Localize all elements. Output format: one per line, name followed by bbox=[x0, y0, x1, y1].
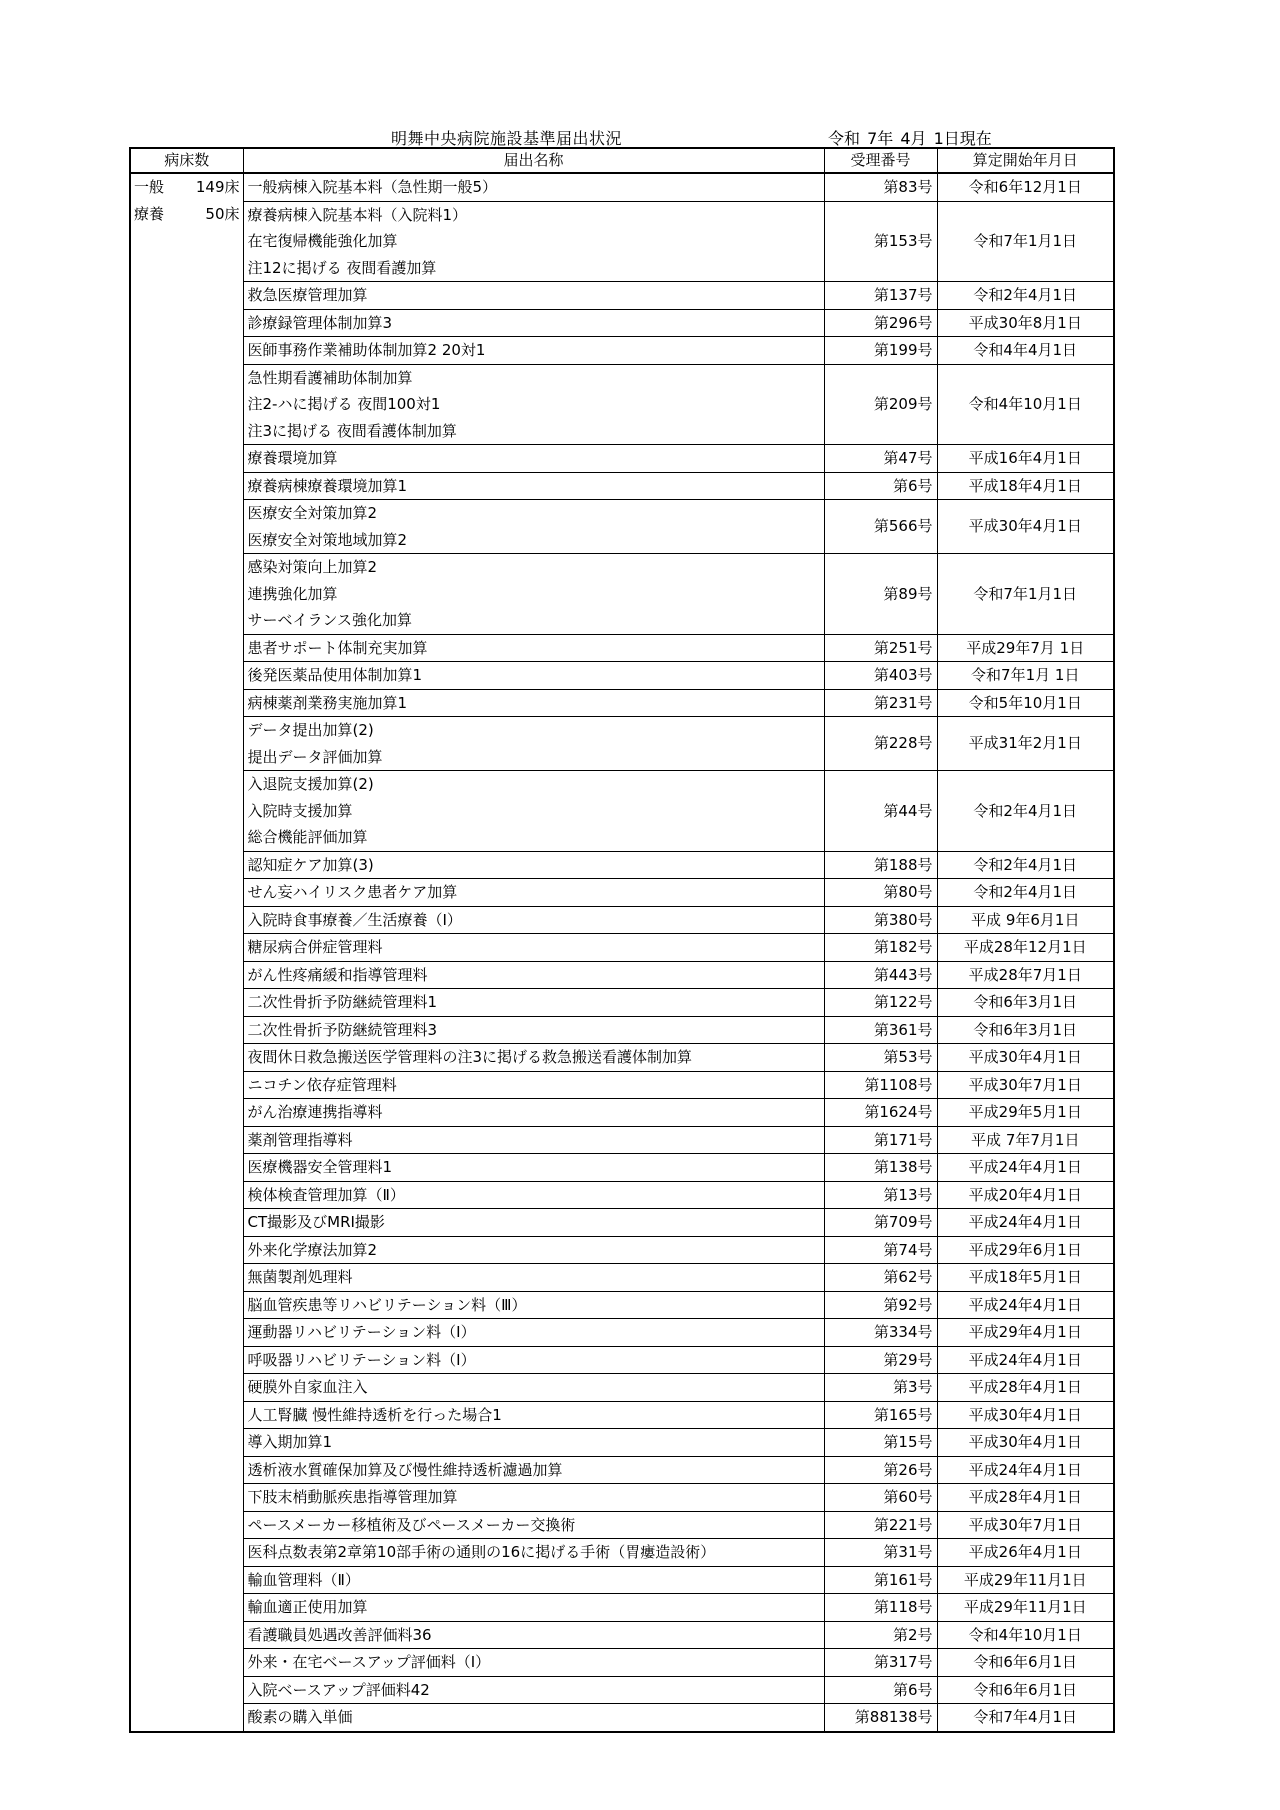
bed-count: 50床 bbox=[205, 204, 240, 223]
notification-name: 医療安全対策地域加算2 bbox=[247, 530, 408, 549]
table-row bbox=[130, 500, 1114, 554]
notification-name: 認知症ケア加算(3) bbox=[247, 855, 374, 874]
acceptance-number: 第231号 bbox=[824, 689, 937, 717]
acceptance-number: 第6号 bbox=[824, 472, 937, 500]
notification-name: ペースメーカー移植術及びペースメーカー交換術 bbox=[247, 1515, 576, 1534]
start-date: 平成28年12月1日 bbox=[937, 934, 1114, 962]
acceptance-number: 第60号 bbox=[824, 1484, 937, 1512]
start-date: 令和6年6月1日 bbox=[937, 1649, 1114, 1677]
start-date: 平成29年4月1日 bbox=[937, 1319, 1114, 1347]
notification-name-cell bbox=[243, 1649, 824, 1677]
start-date: 平成30年4月1日 bbox=[937, 500, 1114, 554]
table-row bbox=[130, 309, 1114, 337]
notification-name-cell bbox=[243, 1704, 824, 1732]
table-row bbox=[130, 961, 1114, 989]
start-date: 平成26年4月1日 bbox=[937, 1539, 1114, 1567]
table-row bbox=[130, 364, 1114, 445]
notification-name-cell bbox=[243, 1291, 824, 1319]
notification-name: サーベイランス強化加算 bbox=[247, 611, 413, 629]
notification-name-cell bbox=[243, 1099, 824, 1127]
acceptance-number: 第361号 bbox=[824, 1016, 937, 1044]
acceptance-number: 第15号 bbox=[824, 1429, 937, 1457]
column-header-start-date: 算定開始年月日 bbox=[937, 148, 1114, 173]
column-header-beds: 病床数 bbox=[130, 148, 243, 173]
notification-name: 夜間休日救急搬送医学管理料の注3に掲げる救急搬送看護体制加算 bbox=[247, 1048, 693, 1066]
notification-name-cell bbox=[243, 1044, 824, 1072]
start-date: 令和4年10月1日 bbox=[937, 364, 1114, 445]
table-row bbox=[130, 1429, 1114, 1457]
table-row bbox=[130, 1484, 1114, 1512]
notification-name-cell bbox=[243, 282, 824, 310]
start-date: 平成29年5月1日 bbox=[937, 1099, 1114, 1127]
acceptance-number: 第161号 bbox=[824, 1566, 937, 1594]
start-date: 平成30年7月1日 bbox=[937, 1511, 1114, 1539]
table-row bbox=[130, 934, 1114, 962]
start-date: 令和2年4月1日 bbox=[937, 771, 1114, 852]
acceptance-number: 第317号 bbox=[824, 1649, 937, 1677]
notification-name-cell bbox=[243, 1456, 824, 1484]
notification-name: 医療安全対策加算2 bbox=[247, 504, 378, 522]
notification-name-cell bbox=[243, 961, 824, 989]
start-date: 平成30年8月1日 bbox=[937, 309, 1114, 337]
notification-name: 硬膜外自家血注入 bbox=[247, 1378, 368, 1396]
acceptance-number: 第380号 bbox=[824, 906, 937, 934]
table-row bbox=[130, 1071, 1114, 1099]
notification-name: 検体検査管理加算（Ⅱ） bbox=[247, 1185, 405, 1204]
start-date: 令和4年4月1日 bbox=[937, 337, 1114, 365]
notification-name: 療養病棟入院基本料（入院料1） bbox=[247, 205, 468, 224]
table-row bbox=[130, 1456, 1114, 1484]
notification-name-cell bbox=[243, 445, 824, 473]
start-date: 平成24年4月1日 bbox=[937, 1291, 1114, 1319]
table-row bbox=[130, 1099, 1114, 1127]
table-row bbox=[130, 717, 1114, 771]
notification-name: 二次性骨折予防継続管理料1 bbox=[247, 993, 438, 1011]
table-row bbox=[130, 851, 1114, 879]
notification-name: 注2-ハに掲げる 夜間100対1 bbox=[247, 395, 441, 413]
notification-name: 在宅復帰機能強化加算 bbox=[247, 232, 398, 250]
notification-name: 人工腎臓 慢性維持透析を行った場合1 bbox=[247, 1405, 502, 1424]
start-date: 平成24年4月1日 bbox=[937, 1154, 1114, 1182]
table-row bbox=[130, 662, 1114, 690]
acceptance-number: 第2号 bbox=[824, 1621, 937, 1649]
notification-name-cell bbox=[243, 201, 824, 282]
notification-name-cell bbox=[243, 634, 824, 662]
acceptance-number: 第138号 bbox=[824, 1154, 937, 1182]
notification-name: 療養環境加算 bbox=[247, 449, 338, 467]
start-date: 平成29年11月1日 bbox=[937, 1566, 1114, 1594]
table-row bbox=[130, 1374, 1114, 1402]
acceptance-number: 第1108号 bbox=[824, 1071, 937, 1099]
table-row bbox=[130, 1264, 1114, 1292]
notification-name-cell bbox=[243, 1676, 824, 1704]
table-row bbox=[130, 1649, 1114, 1677]
notification-name: 救急医療管理加算 bbox=[247, 286, 368, 304]
table-row bbox=[130, 1016, 1114, 1044]
start-date: 平成16年4月1日 bbox=[937, 445, 1114, 473]
notification-name-cell bbox=[243, 1374, 824, 1402]
table-row bbox=[130, 1154, 1114, 1182]
notification-name: 入退院支援加算(2) bbox=[247, 775, 374, 793]
start-date: 平成 9年6月1日 bbox=[937, 906, 1114, 934]
notification-name-cell bbox=[243, 1264, 824, 1292]
notification-name-cell bbox=[243, 1429, 824, 1457]
acceptance-number: 第443号 bbox=[824, 961, 937, 989]
table-row bbox=[130, 1539, 1114, 1567]
acceptance-number: 第137号 bbox=[824, 282, 937, 310]
start-date: 平成30年7月1日 bbox=[937, 1071, 1114, 1099]
notification-name: データ提出加算(2) bbox=[247, 721, 374, 739]
notification-name: 糖尿病合併症管理料 bbox=[247, 938, 383, 956]
acceptance-number: 第403号 bbox=[824, 662, 937, 690]
acceptance-number: 第1624号 bbox=[824, 1099, 937, 1127]
table-row bbox=[130, 282, 1114, 310]
notification-name-cell bbox=[243, 879, 824, 907]
acceptance-number: 第171号 bbox=[824, 1126, 937, 1154]
table-row bbox=[130, 337, 1114, 365]
table-row bbox=[130, 689, 1114, 717]
bed-count-cell bbox=[130, 173, 243, 1732]
notification-name: 下肢末梢動脈疾患指導管理加算 bbox=[247, 1488, 458, 1506]
acceptance-number: 第29号 bbox=[824, 1346, 937, 1374]
notification-name: 総合機能評価加算 bbox=[247, 828, 368, 846]
start-date: 令和6年12月1日 bbox=[937, 173, 1114, 201]
notification-name: 注12に掲げる 夜間看護加算 bbox=[247, 258, 437, 277]
notification-name: 導入期加算1 bbox=[247, 1433, 333, 1451]
notification-name-cell bbox=[243, 662, 824, 690]
table-row bbox=[130, 201, 1114, 282]
notification-name: 輸血管理料（Ⅱ） bbox=[247, 1570, 360, 1589]
table-row bbox=[130, 1126, 1114, 1154]
start-date: 平成31年2月1日 bbox=[937, 717, 1114, 771]
table-row bbox=[130, 472, 1114, 500]
acceptance-number: 第118号 bbox=[824, 1594, 937, 1622]
start-date: 令和4年10月1日 bbox=[937, 1621, 1114, 1649]
notification-name-cell bbox=[243, 500, 824, 554]
notification-name-cell bbox=[243, 1621, 824, 1649]
notification-name-cell bbox=[243, 1511, 824, 1539]
start-date: 平成 7年7月1日 bbox=[937, 1126, 1114, 1154]
table-row bbox=[130, 1236, 1114, 1264]
notification-name: 提出データ評価加算 bbox=[247, 747, 383, 766]
table-row bbox=[130, 1346, 1114, 1374]
table-row bbox=[130, 1704, 1114, 1732]
notification-name: 呼吸器リハビリテーション料（Ⅰ） bbox=[247, 1350, 476, 1369]
notification-name: 連携強化加算 bbox=[247, 584, 338, 603]
notification-name: せん妄ハイリスク患者ケア加算 bbox=[247, 883, 458, 901]
acceptance-number: 第153号 bbox=[824, 201, 937, 282]
acceptance-number: 第209号 bbox=[824, 364, 937, 445]
notification-name-cell bbox=[243, 989, 824, 1017]
notification-name: 運動器リハビリテーション料（Ⅰ） bbox=[247, 1323, 476, 1341]
acceptance-number: 第182号 bbox=[824, 934, 937, 962]
start-date: 令和6年3月1日 bbox=[937, 989, 1114, 1017]
notification-name: 注3に掲げる 夜間看護体制加算 bbox=[247, 421, 457, 440]
acceptance-number: 第709号 bbox=[824, 1209, 937, 1237]
notification-name: 医科点数表第2章第10部手術の通則の16に掲げる手術（胃瘻造設術） bbox=[247, 1543, 716, 1561]
bed-type: 一般 bbox=[134, 178, 165, 196]
notification-name: 無菌製剤処理料 bbox=[247, 1268, 353, 1286]
table-row bbox=[130, 989, 1114, 1017]
acceptance-number: 第221号 bbox=[824, 1511, 937, 1539]
acceptance-number: 第80号 bbox=[824, 879, 937, 907]
column-header-name: 届出名称 bbox=[243, 148, 824, 173]
start-date: 平成28年4月1日 bbox=[937, 1374, 1114, 1402]
start-date: 平成18年4月1日 bbox=[937, 472, 1114, 500]
start-date: 令和7年1月1日 bbox=[937, 201, 1114, 282]
table-row bbox=[130, 771, 1114, 852]
notification-name: 薬剤管理指導料 bbox=[247, 1130, 353, 1149]
notification-name-cell bbox=[243, 1566, 824, 1594]
notification-name: 入院時食事療養／生活療養（Ⅰ） bbox=[247, 910, 462, 929]
notification-name-cell bbox=[243, 1154, 824, 1182]
table-row bbox=[130, 1181, 1114, 1209]
as-of-date: 令和 7年 4月 1日現在 bbox=[828, 129, 992, 148]
notification-name: 療養病棟療養環境加算1 bbox=[247, 476, 408, 495]
acceptance-number: 第251号 bbox=[824, 634, 937, 662]
acceptance-number: 第165号 bbox=[824, 1401, 937, 1429]
start-date: 平成24年4月1日 bbox=[937, 1456, 1114, 1484]
start-date: 令和2年4月1日 bbox=[937, 851, 1114, 879]
start-date: 平成24年4月1日 bbox=[937, 1209, 1114, 1237]
acceptance-number: 第296号 bbox=[824, 309, 937, 337]
start-date: 平成29年11月1日 bbox=[937, 1594, 1114, 1622]
column-header-number: 受理番号 bbox=[824, 148, 937, 173]
table-row bbox=[130, 1621, 1114, 1649]
acceptance-number: 第334号 bbox=[824, 1319, 937, 1347]
notification-name: 診療録管理体制加算3 bbox=[247, 313, 393, 332]
bed-count-line bbox=[134, 201, 240, 228]
start-date: 平成30年4月1日 bbox=[937, 1401, 1114, 1429]
start-date: 平成28年4月1日 bbox=[937, 1484, 1114, 1512]
notification-name: 透析液水質確保加算及び慢性維持透析濾過加算 bbox=[247, 1460, 563, 1479]
notification-name-cell bbox=[243, 173, 824, 201]
acceptance-number: 第188号 bbox=[824, 851, 937, 879]
start-date: 平成30年4月1日 bbox=[937, 1429, 1114, 1457]
notification-name: 外来・在宅ベースアップ評価料（Ⅰ） bbox=[247, 1653, 491, 1671]
start-date: 平成29年7月 1日 bbox=[937, 634, 1114, 662]
acceptance-number: 第26号 bbox=[824, 1456, 937, 1484]
table-row bbox=[130, 1291, 1114, 1319]
notification-name-cell bbox=[243, 337, 824, 365]
notification-name-cell bbox=[243, 1484, 824, 1512]
start-date: 平成29年6月1日 bbox=[937, 1236, 1114, 1264]
notification-name: がん治療連携指導料 bbox=[247, 1103, 383, 1121]
acceptance-number: 第122号 bbox=[824, 989, 937, 1017]
facility-standards-table bbox=[129, 147, 1115, 1733]
start-date: 平成18年5月1日 bbox=[937, 1264, 1114, 1292]
acceptance-number: 第6号 bbox=[824, 1676, 937, 1704]
table-row bbox=[130, 1676, 1114, 1704]
notification-name: 入院時支援加算 bbox=[247, 801, 353, 820]
acceptance-number: 第62号 bbox=[824, 1264, 937, 1292]
start-date: 平成20年4月1日 bbox=[937, 1181, 1114, 1209]
notification-name: 医療機器安全管理料1 bbox=[247, 1158, 393, 1176]
notification-name-cell bbox=[243, 906, 824, 934]
notification-name: 看護職員処遇改善評価料36 bbox=[247, 1625, 432, 1644]
notification-name-cell bbox=[243, 1209, 824, 1237]
notification-name-cell bbox=[243, 1594, 824, 1622]
start-date: 平成30年4月1日 bbox=[937, 1044, 1114, 1072]
start-date: 令和6年6月1日 bbox=[937, 1676, 1114, 1704]
bed-type: 療養 bbox=[134, 204, 165, 223]
acceptance-number: 第199号 bbox=[824, 337, 937, 365]
acceptance-number: 第74号 bbox=[824, 1236, 937, 1264]
acceptance-number: 第566号 bbox=[824, 500, 937, 554]
table-header-row bbox=[130, 148, 1114, 173]
notification-name: 脳血管疾患等リハビリテーション料（Ⅲ） bbox=[247, 1295, 527, 1314]
acceptance-number: 第83号 bbox=[824, 173, 937, 201]
start-date: 令和6年3月1日 bbox=[937, 1016, 1114, 1044]
notification-name-cell bbox=[243, 472, 824, 500]
notification-name-cell bbox=[243, 1539, 824, 1567]
notification-name-cell bbox=[243, 1071, 824, 1099]
notification-name: ニコチン依存症管理料 bbox=[247, 1075, 397, 1094]
start-date: 令和2年4月1日 bbox=[937, 282, 1114, 310]
start-date: 令和5年10月1日 bbox=[937, 689, 1114, 717]
notification-name: 急性期看護補助体制加算 bbox=[247, 368, 413, 387]
table-row bbox=[130, 554, 1114, 635]
notification-name-cell bbox=[243, 1181, 824, 1209]
acceptance-number: 第53号 bbox=[824, 1044, 937, 1072]
start-date: 平成28年7月1日 bbox=[937, 961, 1114, 989]
notification-name: 後発医薬品使用体制加算1 bbox=[247, 666, 423, 684]
notification-name-cell bbox=[243, 771, 824, 852]
acceptance-number: 第44号 bbox=[824, 771, 937, 852]
start-date: 令和7年4月1日 bbox=[937, 1704, 1114, 1732]
notification-name-cell bbox=[243, 934, 824, 962]
notification-name: 感染対策向上加算2 bbox=[247, 558, 378, 576]
table-row bbox=[130, 634, 1114, 662]
table-row bbox=[130, 1319, 1114, 1347]
bed-count-line bbox=[134, 174, 240, 201]
notification-name-cell bbox=[243, 689, 824, 717]
table-row bbox=[130, 1209, 1114, 1237]
table-row bbox=[130, 1511, 1114, 1539]
notification-name: 輸血適正使用加算 bbox=[247, 1598, 368, 1616]
notification-name-cell bbox=[243, 554, 824, 635]
table-row bbox=[130, 1401, 1114, 1429]
acceptance-number: 第92号 bbox=[824, 1291, 937, 1319]
acceptance-number: 第3号 bbox=[824, 1374, 937, 1402]
notification-name: がん性疼痛緩和指導管理料 bbox=[247, 965, 428, 984]
notification-name: 酸素の購入単価 bbox=[247, 1708, 353, 1726]
notification-name: 二次性骨折予防継続管理料3 bbox=[247, 1020, 438, 1039]
notification-name-cell bbox=[243, 717, 824, 771]
notification-name-cell bbox=[243, 1319, 824, 1347]
notification-name: CT撮影及びMRI撮影 bbox=[247, 1213, 385, 1231]
page-title: 明舞中央病院施設基準届出状況 bbox=[391, 129, 623, 148]
notification-name: 一般病棟入院基本料（急性期一般5） bbox=[247, 178, 498, 196]
start-date: 平成24年4月1日 bbox=[937, 1346, 1114, 1374]
table-row bbox=[130, 879, 1114, 907]
notification-name-cell bbox=[243, 1236, 824, 1264]
notification-name-cell bbox=[243, 1401, 824, 1429]
notification-name: 病棟薬剤業務実施加算1 bbox=[247, 693, 408, 712]
notification-name-cell bbox=[243, 851, 824, 879]
acceptance-number: 第13号 bbox=[824, 1181, 937, 1209]
notification-name-cell bbox=[243, 1016, 824, 1044]
table-row bbox=[130, 445, 1114, 473]
notification-name-cell bbox=[243, 1126, 824, 1154]
table-row bbox=[130, 906, 1114, 934]
notification-name: 医師事務作業補助体制加算2 20対1 bbox=[247, 341, 486, 359]
acceptance-number: 第228号 bbox=[824, 717, 937, 771]
start-date: 令和7年1月1日 bbox=[937, 554, 1114, 635]
start-date: 令和2年4月1日 bbox=[937, 879, 1114, 907]
table-row bbox=[130, 1566, 1114, 1594]
acceptance-number: 第47号 bbox=[824, 445, 937, 473]
start-date: 令和7年1月 1日 bbox=[937, 662, 1114, 690]
table-row bbox=[130, 1594, 1114, 1622]
bed-count: 149床 bbox=[195, 178, 240, 196]
notification-name: 外来化学療法加算2 bbox=[247, 1240, 378, 1259]
table-row bbox=[130, 173, 1114, 201]
table-row bbox=[130, 1044, 1114, 1072]
notification-name: 入院ベースアップ評価料42 bbox=[247, 1680, 430, 1699]
acceptance-number: 第89号 bbox=[824, 554, 937, 635]
notification-name-cell bbox=[243, 364, 824, 445]
notification-name: 患者サポート体制充実加算 bbox=[247, 638, 428, 657]
acceptance-number: 第88138号 bbox=[824, 1704, 937, 1732]
acceptance-number: 第31号 bbox=[824, 1539, 937, 1567]
notification-name-cell bbox=[243, 1346, 824, 1374]
notification-name-cell bbox=[243, 309, 824, 337]
